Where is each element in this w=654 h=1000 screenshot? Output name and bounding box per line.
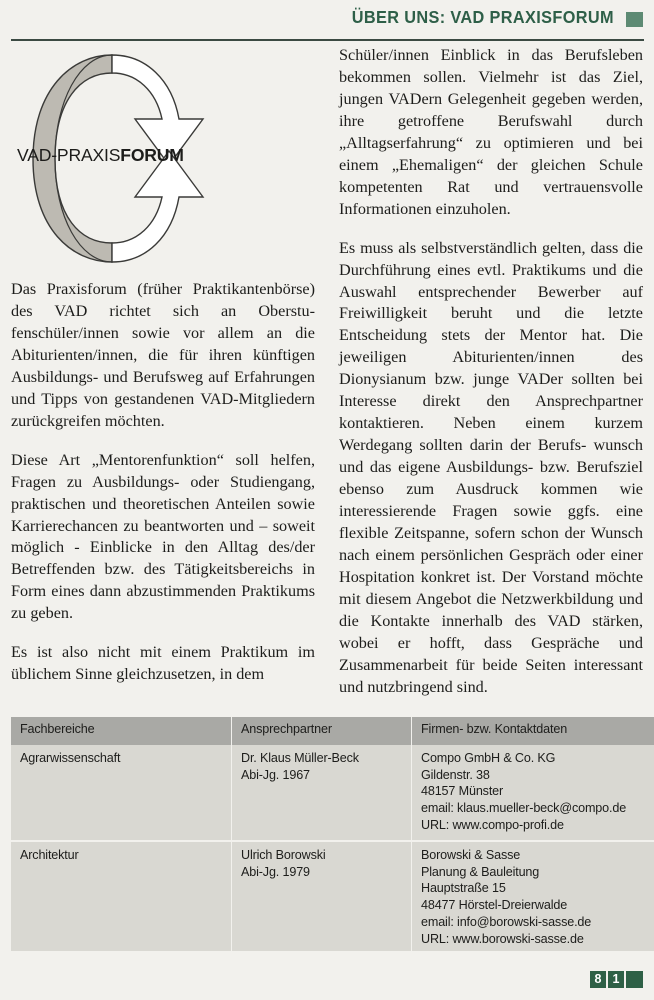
contact-abi-year: Abi-Jg. 1979 bbox=[241, 864, 310, 879]
page-title: ÜBER UNS: VAD PRAXISFORUM bbox=[351, 7, 614, 27]
city-address: 48477 Hörstel-Dreierwalde bbox=[421, 898, 568, 913]
cell-kontaktdaten bbox=[412, 841, 654, 952]
page-number-footer bbox=[590, 971, 643, 988]
cell-kontaktdaten bbox=[412, 745, 654, 841]
contact-abi-year: Abi-Jg. 1967 bbox=[241, 767, 310, 782]
paragraph-right-1: Schüler/innen Einblick in das Berufsleben bekommen sollen. Vielmehr ist das Ziel, jungen VADern Gelegenheit gegeben werden, ihre getroffene Berufswahl durch „Alltagserfahrung“ zu optimieren und bei einem „Ehemaligen“ der gleichen Schule kompetenten Rat und vertrauensvolle Informationen einzuholen. bbox=[339, 46, 643, 218]
table-header bbox=[11, 717, 654, 745]
contacts-table bbox=[11, 717, 654, 953]
table-body bbox=[11, 745, 654, 952]
page-number-digit: 1 bbox=[608, 971, 624, 988]
paragraph-left-3: Es ist also nicht mit einem Praktikum im üblichem Sinne gleichzusetzen, in dem bbox=[11, 643, 315, 684]
street-address: Hauptstraße 15 bbox=[421, 881, 506, 896]
table-row bbox=[11, 745, 654, 841]
table-header-row bbox=[11, 717, 654, 745]
website-url: URL: www.borowski-sasse.de bbox=[421, 931, 584, 946]
company-subtitle: Planung & Bauleitung bbox=[421, 864, 540, 879]
vad-praxisforum-logo bbox=[17, 47, 217, 269]
cell-ansprechpartner bbox=[232, 841, 412, 952]
column-header-ansprechpartner: Ansprechpartner bbox=[232, 717, 412, 745]
article-body bbox=[0, 45, 654, 705]
contact-name: Ulrich Borowski bbox=[241, 848, 326, 862]
column-header-kontaktdaten: Firmen- bzw. Kontaktdaten bbox=[412, 717, 654, 745]
left-column bbox=[11, 45, 315, 686]
company-name: Borowski & Sasse bbox=[421, 848, 521, 862]
footer-accent-square-icon bbox=[626, 971, 643, 988]
company-name: Compo GmbH & Co. KG bbox=[421, 751, 556, 765]
header-divider bbox=[11, 39, 644, 41]
paragraph-right-2: Es muss als selbstverständlich gelten, dass die Durchführung eines evtl. Praktikums und die Auswahl entsprechender Bewerber auf Freiwilligkeit beruht und die letzte Entscheidung stets der Mentor hat. Die jeweiligen Abiturienten/innen des Dionysianum bzw. junge VADer sollten bei Interesse direkt den Ansprechpartner kontaktieren. Neben einem kurzem Werdegang sollten darin der Berufs- wunsch und das eigene Ausbildungs- bzw. Berufsziel ebenso zum Ausdruck kommen wie interessierende Fragen sowie ggfs. eine flexible Zeitspanne, sofern schon der Wunsch nach einem persönlichen Gespräch oder einer Hospitation konkret ist. Der Vorstand möchte mit diesem Angebot die Netzwerkbildung und die Kontakte innerhalb des VAD stärken, wobei er hofft, dass Gespräche und Zusammenarbeit für beide Seiten interessant und nutzbringend sind. bbox=[339, 238, 643, 696]
paragraph-left-2: Diese Art „Mentorenfunktion“ soll helfen, Fragen zu Ausbildungs- oder Studiengang, praktischen und theoretischen Anteilen sowie Karrierechancen zu beantworten und – soweit möglich - Einblicke in den Alltag des/der Betreffenden bzw. des Tätigkeitsbereichs in Form eines dann abzustimmenden Praktikums zu geben. bbox=[11, 450, 315, 623]
cell-fachbereich: Architektur bbox=[11, 841, 232, 952]
contact-name: Dr. Klaus Müller-Beck bbox=[241, 751, 359, 765]
email-address: email: klaus.mueller-beck@compo.de bbox=[421, 801, 627, 816]
right-column bbox=[339, 45, 643, 699]
header-accent-square-icon bbox=[626, 12, 643, 27]
website-url: URL: www.compo-profi.de bbox=[421, 817, 564, 832]
logo-text-light: VAD-PRAXIS bbox=[17, 145, 121, 165]
street-address: Gildenstr. 38 bbox=[421, 767, 490, 782]
city-address: 48157 Münster bbox=[421, 784, 504, 799]
logo-wordmark bbox=[17, 145, 217, 166]
page-number-digit: 8 bbox=[590, 971, 606, 988]
email-address: email: info@borowski-sasse.de bbox=[421, 914, 592, 929]
table-row bbox=[11, 841, 654, 952]
column-header-fachbereiche: Fachbereiche bbox=[11, 717, 232, 745]
paragraph-left-1: Das Praxisforum (früher Praktikantenbörse) des VAD richtet sich an Oberstufenschüler/innen sowie vor allem an die Abiturienten/innen, die für ihren künftigen Ausbildungs- und Berufsweg auf Erfahrungen und Tipps von gestandenen VAD-Mitgliedern zurückgreifen möchten. bbox=[11, 280, 315, 430]
cell-fachbereich: Agrarwissenschaft bbox=[11, 745, 232, 841]
logo-text-bold: FORUM bbox=[120, 145, 184, 165]
cell-ansprechpartner bbox=[232, 745, 412, 841]
page-header bbox=[0, 6, 654, 40]
